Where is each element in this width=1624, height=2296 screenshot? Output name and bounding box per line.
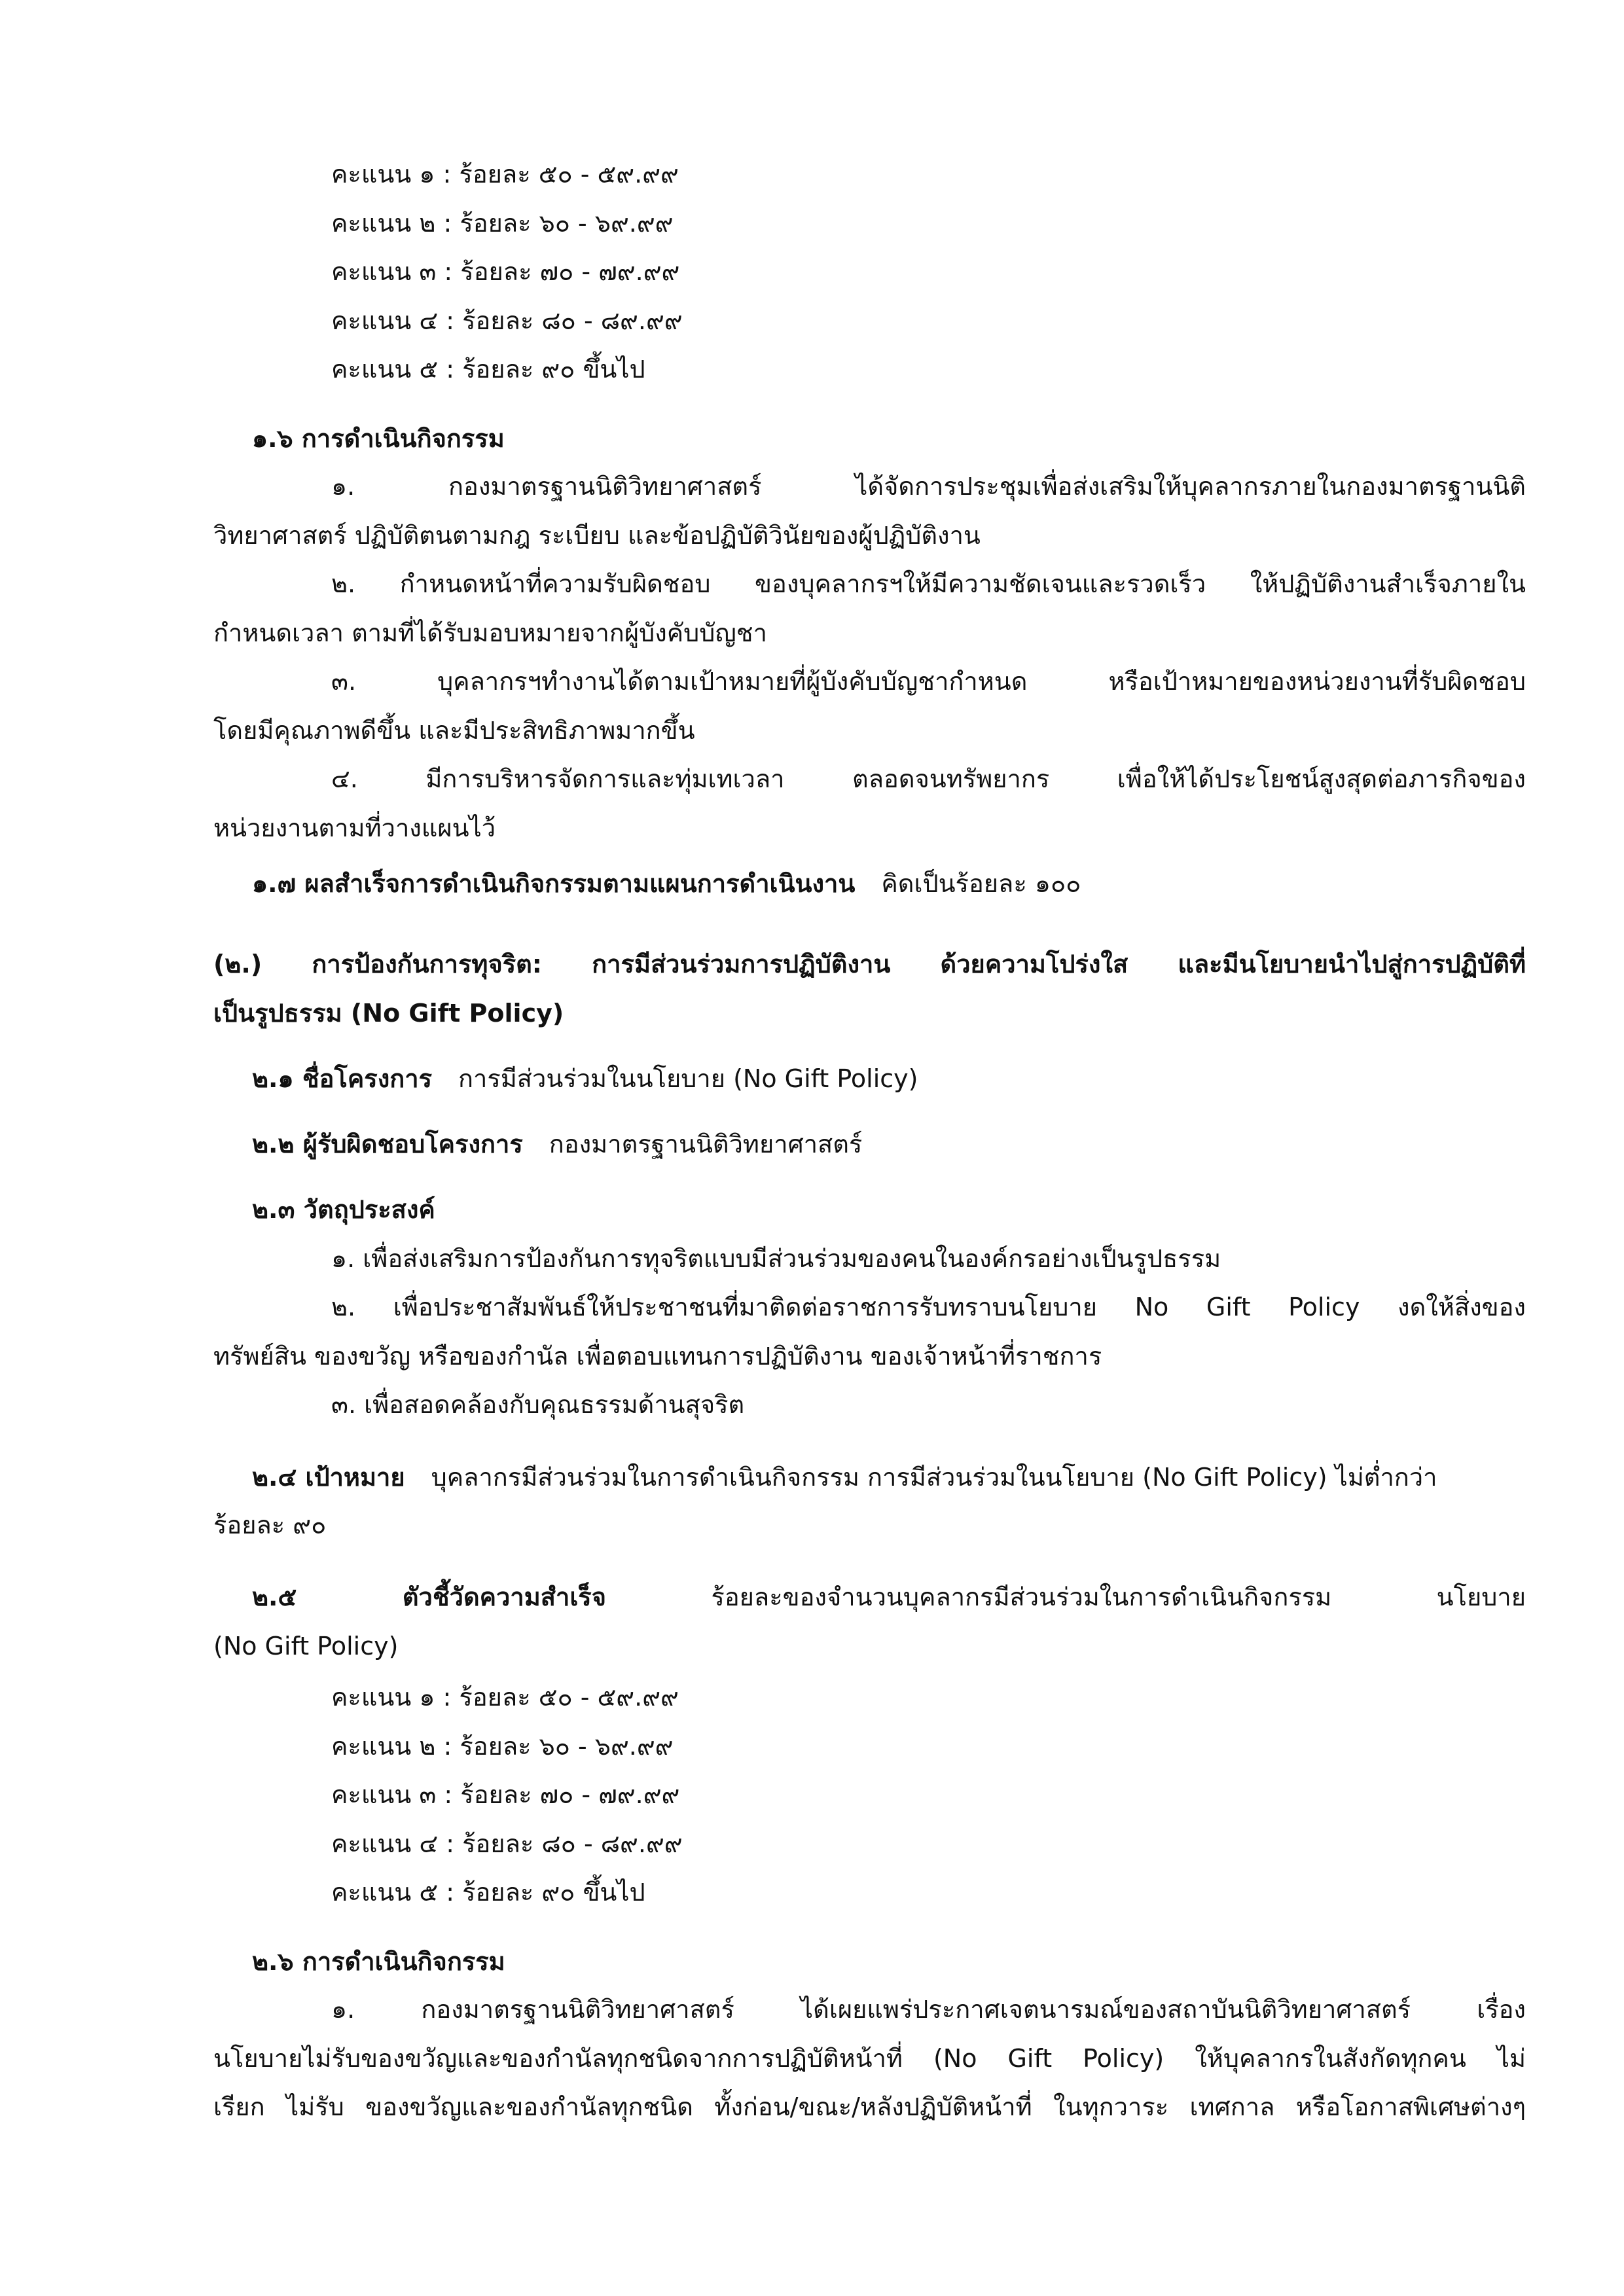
score-line: คะแนน ๔ : ร้อยละ ๘๐ - ๘๙.๙๙ [331,1829,683,1858]
paragraph-line: ๑. กองมาตรฐานนิติวิทยาศาสตร์ ได้เผยแพร่ประกาศเจตนารมณ์ของสถาบันนิติวิทยาศาสตร์ เรื่อง [331,1995,1526,2024]
paragraph-line: หน่วยงานตามที่วางแผนไว้ [213,814,496,842]
score-line: คะแนน ๓ : ร้อยละ ๗๐ - ๗๙.๙๙ [331,257,680,286]
paragraph-line: ๔. มีการบริหารจัดการและทุ่มเทเวลา ตลอดจนทรัพยากร เพื่อให้ได้ประโยชน์สูงสุดต่อภารกิจของ [331,764,1526,793]
section-heading-2-3: ๒.๓ วัตถุประสงค์ [252,1195,435,1224]
section-heading-2-5: ๒.๕ ตัวชี้วัดความสำเร็จ [252,1583,606,1611]
score-line: คะแนน ๒ : ร้อยละ ๖๐ - ๖๙.๙๙ [331,209,674,238]
paragraph-line: กำหนดเวลา ตามที่ได้รับมอบหมายจากผู้บังคับบัญชา [213,619,767,647]
section-heading-1-6: ๑.๖ การดำเนินกิจกรรม [252,424,505,453]
paragraph-line: วิทยาศาสตร์ ปฏิบัติตนตามกฎ ระเบียบ และข้อปฏิบัติวินัยของผู้ปฏิบัติงาน [213,521,981,550]
section-heading-1-7: ๑.๗ ผลสำเร็จการดำเนินกิจกรรมตามแผนการดำเนินงาน [252,869,856,898]
score-line: คะแนน ๑ : ร้อยละ ๕๐ - ๕๙.๙๙ [331,160,679,188]
objective-line: ๓. เพื่อสอดคล้องกับคุณธรรมด้านสุจริต [331,1390,745,1419]
section-line-2-1 [252,1059,918,1098]
paragraph-line: โดยมีคุณภาพดีขึ้น และมีประสิทธิภาพมากขึ้น [213,716,695,745]
score-line: คะแนน ๔ : ร้อยละ ๘๐ - ๘๙.๙๙ [331,306,683,335]
section-heading-2-6: ๒.๖ การดำเนินกิจกรรม [252,1947,505,1976]
target-text-cont: ร้อยละ ๙๐ [213,1511,327,1539]
objective-line: ทรัพย์สิน ของขวัญ หรือของกำนัล เพื่อตอบแทนการปฏิบัติงาน ของเจ้าหน้าที่ราชการ [213,1342,1102,1371]
paragraph-line: ๒. กำหนดหน้าที่ความรับผิดชอบ ของบุคลากรฯให้มีความชัดเจนและรวดเร็ว ให้ปฏิบัติงานสำเร็จภายใน [331,569,1526,598]
section-heading-2-1: ๒.๑ ชื่อโครงการ [252,1064,432,1093]
section-value-1-7: คิดเป็นร้อยละ ๑๐๐ [881,869,1081,898]
indicator-text-cont: (No Gift Policy) [213,1632,399,1660]
objective-line: ๒. เพื่อประชาสัมพันธ์ให้ประชาชนที่มาติดต่อราชการรับทราบนโยบาย No Gift Policy งดให้สิ่งของ [331,1293,1526,1321]
score-line: คะแนน ๕ : ร้อยละ ๙๐ ขึ้นไป [331,355,645,384]
project-name: การมีส่วนร่วมในนโยบาย (No Gift Policy) [458,1064,918,1093]
paragraph-line: เรียก ไม่รับ ของขวัญและของกำนัลทุกชนิด ทั้งก่อน/ขณะ/หลังปฏิบัติหน้าที่ ในทุกวาระ เทศกาล หรือโอกาสพิเศษต่างๆ [213,2092,1526,2121]
section-line-2-5 [252,1577,1526,1617]
target-text: บุคลากรมีส่วนร่วมในการดำเนินกิจกรรม การมีส่วนร่วมในนโยบาย (No Gift Policy) ไม่ต่ำกว่า [431,1463,1437,1492]
paragraph-line: ๓. บุคลากรฯทำงานได้ตามเป้าหมายที่ผู้บังคับบัญชากำหนด หรือเป้าหมายของหน่วยงานที่รับผิดชอบ [331,667,1526,696]
score-line: คะแนน ๒ : ร้อยละ ๖๐ - ๖๙.๙๙ [331,1732,674,1761]
section-2-title: (๒.) การป้องกันการทุจริต: การมีส่วนร่วมการปฏิบัติงาน ด้วยความโปร่งใส และมีนโยบายนำไปสู่การปฏิบัติที่ [213,950,1526,978]
section-line-2-2 [252,1124,862,1164]
score-line: คะแนน ๓ : ร้อยละ ๗๐ - ๗๙.๙๙ [331,1780,680,1809]
section-heading-2-4: ๒.๔ เป้าหมาย [252,1463,405,1492]
section-heading-2-2: ๒.๒ ผู้รับผิดชอบโครงการ [252,1130,523,1158]
objective-line: ๑. เพื่อส่งเสริมการป้องกันการทุจริตแบบมีส่วนร่วมของคนในองค์กรอย่างเป็นรูปธรรม [331,1244,1221,1273]
section-line-1-7 [252,864,1081,903]
paragraph-line: นโยบายไม่รับของขวัญและของกำนัลทุกชนิดจากการปฏิบัติหน้าที่ (No Gift Policy) ให้บุคลากรในสังกัดทุกคน ไม่ [213,2044,1526,2073]
paragraph-line: ๑. กองมาตรฐานนิติวิทยาศาสตร์ ได้จัดการประชุมเพื่อส่งเสริมให้บุคลากรภายในกองมาตรฐานนิติ [331,472,1526,501]
score-line: คะแนน ๑ : ร้อยละ ๕๐ - ๕๙.๙๙ [331,1683,679,1712]
project-owner: กองมาตรฐานนิติวิทยาศาสตร์ [549,1130,863,1158]
indicator-text: ร้อยละของจำนวนบุคลากรมีส่วนร่วมในการดำเนินกิจกรรม นโยบาย [711,1583,1526,1611]
section-2-title-cont: เป็นรูปธรรม (No Gift Policy) [213,999,564,1028]
section-line-2-4 [252,1458,1437,1497]
score-line: คะแนน ๕ : ร้อยละ ๙๐ ขึ้นไป [331,1878,645,1907]
